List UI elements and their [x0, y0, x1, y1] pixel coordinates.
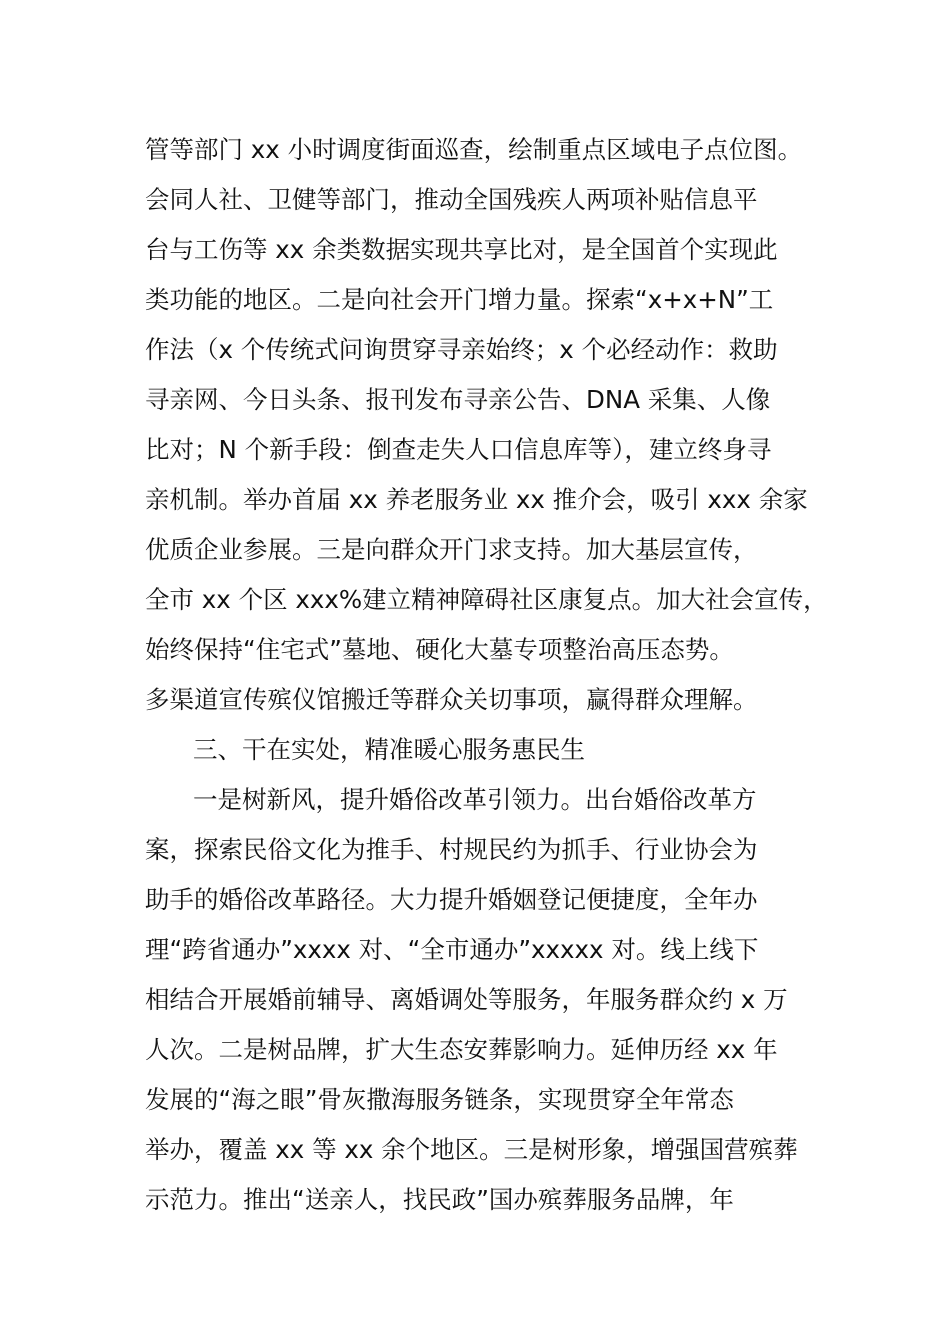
text-line: 始终保持“住宅式”墓地、硬化大墓专项整治高压态势。 [145, 635, 734, 664]
text-line: 示范力。推出“送亲人，找民政”国办殡葬服务品牌，年 [145, 1185, 734, 1214]
text-line: 人次。二是树品牌，扩大生态安葬影响力。延伸历经 xx 年 [145, 1035, 778, 1064]
text-line: 会同人社、卫健等部门，推动全国残疾人两项补贴信息平 [145, 185, 758, 214]
text-line: 理“跨省通办”xxxx 对、“全市通办”xxxxx 对。线上线下 [145, 935, 759, 964]
text-line: 举办，覆盖 xx 等 xx 余个地区。三是树形象，增强国营殡葬 [145, 1135, 798, 1164]
text-line: 发展的“海之眼”骨灰撒海服务链条，实现贯穿全年常态 [145, 1085, 734, 1114]
text-line: 案，探索民俗文化为推手、村规民约为抓手、行业协会为 [145, 835, 758, 864]
text-line: 助手的婚俗改革路径。大力提升婚姻登记便捷度，全年办 [145, 885, 758, 914]
text-line: 管等部门 xx 小时调度街面巡查，绘制重点区域电子点位图。 [145, 135, 803, 164]
text-line: 亲机制。举办首届 xx 养老服务业 xx 推介会，吸引 xxx 余家 [145, 485, 808, 514]
text-line: 一是树新风，提升婚俗改革引领力。出台婚俗改革方 [193, 785, 757, 814]
text-line: 寻亲网、今日头条、报刊发布寻亲公告、DNA 采集、人像 [145, 385, 771, 414]
text-line: 作法（x 个传统式问询贯穿寻亲始终；x 个必经动作：救助 [145, 335, 778, 364]
text-line: 多渠道宣传殡仪馆搬迁等群众关切事项，赢得群众理解。 [145, 685, 758, 714]
text-line: 台与工伤等 xx 余类数据实现共享比对，是全国首个实现此 [145, 235, 778, 264]
text-line: 优质企业参展。三是向群众开门求支持。加大基层宣传， [145, 535, 758, 564]
text-line: 全市 xx 个区 xxx%建立精神障碍社区康复点。加大社会宣传， [145, 585, 828, 614]
text-line: 比对；N 个新手段：倒查走失人口信息库等），建立终身寻 [145, 435, 772, 464]
text-line: 相结合开展婚前辅导、离婚调处等服务，年服务群众约 x 万 [145, 985, 788, 1014]
text-line: 类功能的地区。二是向社会开门增力量。探索“x+x+N”工 [145, 285, 774, 314]
section-heading: 三、干在实处，精准暖心服务惠民生 [193, 735, 585, 764]
